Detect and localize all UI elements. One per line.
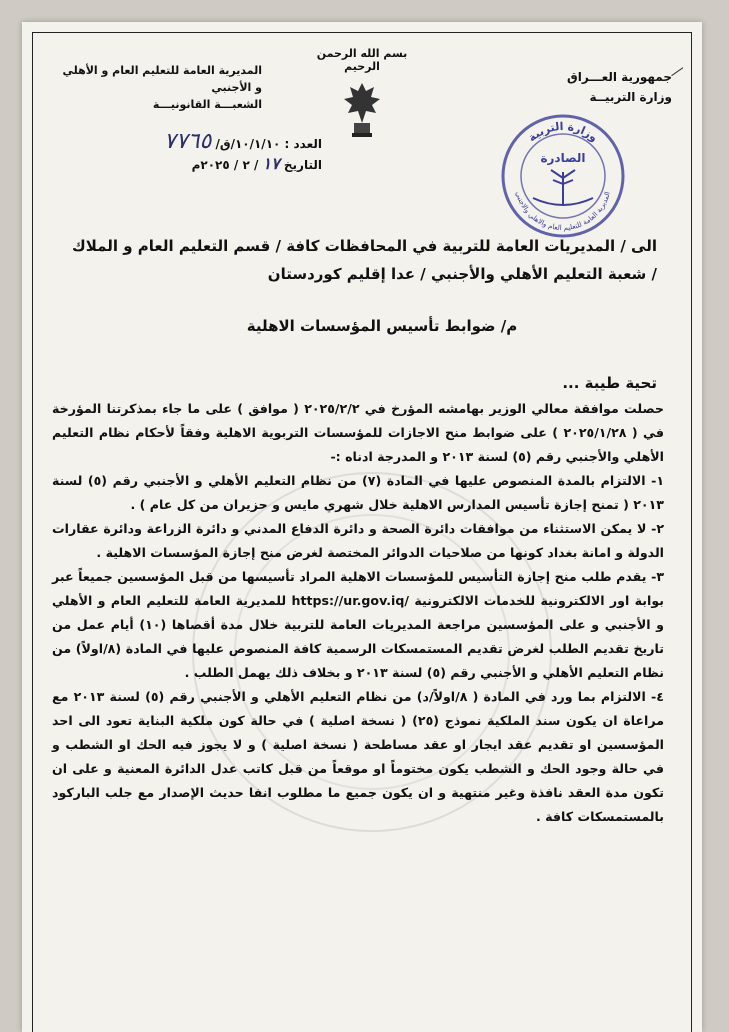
section-name: الشعبـــة القانونيـــة bbox=[152, 98, 262, 111]
directorate-header bbox=[62, 62, 262, 113]
country-name: جمهورية العـــراق bbox=[566, 70, 672, 84]
ministry-header bbox=[567, 67, 672, 107]
item-text: يقدم طلب منح إجازة التأسيس للمؤسسات الاهلية المراد تأسيسها من قبل المؤسسين جميعاً عبر بوابة اور الالكترونية للخدمات الالكترونية bbox=[52, 569, 664, 608]
date-line bbox=[102, 154, 322, 175]
addressee-line-2: / شعبة التعليم الأهلي والأجنبي / عدا إقليم كوردستان bbox=[267, 265, 657, 283]
letter-page bbox=[22, 22, 702, 1032]
number-value: ١٠/١/١٠/ق/ bbox=[215, 137, 281, 151]
item-number: ٣- bbox=[651, 569, 664, 584]
reference-block bbox=[102, 129, 322, 175]
item-number: ١- bbox=[651, 473, 664, 488]
list-item bbox=[52, 685, 664, 829]
greeting: تحية طيبة ... bbox=[562, 374, 657, 392]
handwritten-number: ٧٧٦٥ bbox=[164, 129, 212, 154]
portal-link[interactable]: https://ur.gov.iq/ bbox=[291, 593, 409, 608]
addressee-line-1: الى / المديريات العامة للتربية في المحافظات كافة / قسم التعليم العام و الملاك bbox=[72, 237, 657, 255]
palm-tree-icon bbox=[551, 170, 575, 204]
issued-stamp bbox=[499, 112, 627, 240]
date-label: التاريخ bbox=[283, 158, 322, 172]
item-text: الالتزام بما ورد في المادة ( ٨/اولاً/د) من نظام التعليم الأهلي و الأجنبي رقم (٥) لسنة ٢٠١٣ مع مراعاة ان يكون سند الملكية نموذج (٢٥) ( نسخة اصلية ) في حالة كون ملكية البناية تعود الى احد المؤسسين او تقديم عقد ايجار او عقد مساطحة ( نسخة اصلية ) و لا يجوز فيه الحك او الشطب و في حالة وجود الحك و الشطب يكون مختوماً او موقعاً من قبل كاتب عدل الدائرة المعنية و على ان تكون مدة العقد نافذة وغير منتهية و ان يكون جميع ما مطلوب انفا حديث الإصدار مع جلب الباركود بالمستمسكات كافة . bbox=[52, 689, 664, 824]
item-number: ٢- bbox=[651, 521, 664, 536]
date-value: / ٢ / ٢٠٢٥م bbox=[191, 158, 259, 172]
letter-body bbox=[52, 397, 664, 829]
handwritten-day: ١٧ bbox=[262, 154, 280, 173]
directorate-name: المديرية العامة للتعليم العام و الأهلي و الأجنبي bbox=[62, 64, 262, 94]
list-item bbox=[52, 517, 664, 565]
number-label: العدد : bbox=[284, 137, 322, 151]
item-text: لا يمكن الاستثناء من موافقات دائرة الصحة و دائرة الدفاع المدني و دائرة الزراعة ودائرة عقارات الدولة و امانة بغداد كونها من صلاحيات الدوائر المختصة لغرض منح إجازة المؤسسات الاهلية . bbox=[52, 521, 664, 560]
item-text: الالتزام بالمدة المنصوص عليها في المادة (٧) من نظام التعليم الأهلي و الأجنبي رقم (٥) لسنة ٢٠١٣ ( تمنح إجازة تأسيس المدارس الاهلية خلال شهري مايس و حزيران من كل عام ) . bbox=[52, 473, 664, 512]
stamp-bottom-text: المديرية العامة للتعليم العام والاهلي والاجنبي bbox=[514, 190, 612, 233]
subject-line: م/ ضوابط تأسيس المؤسسات الاهلية bbox=[246, 317, 518, 335]
reference-number-line bbox=[102, 129, 322, 154]
list-item bbox=[52, 469, 664, 517]
stamp-top-text: وزارة التربية bbox=[525, 119, 601, 145]
basmala: بسم الله الرحمن الرحيم bbox=[316, 47, 408, 73]
stamp-center-text: الصادرة bbox=[540, 151, 586, 165]
item-number: ٤- bbox=[651, 689, 664, 704]
list-item bbox=[52, 565, 664, 685]
emblem-block bbox=[302, 47, 422, 144]
intro-paragraph: حصلت موافقة معالي الوزير بهامشه المؤرخ في ٢٠٢٥/٢/٢ ( موافق ) على ما جاء بمذكرتنا المؤرخة في ( ٢٠٢٥/١/٢٨ ) على ضوابط منح الاجازات للمؤسسات التربوية الاهلية وفقاً لأحكام نظام التعليم الأهلي والأجنبي رقم (٥) لسنة ٢٠١٣ و المدرجة ادناه :- bbox=[52, 401, 664, 464]
ministry-name: وزارة التربيــة bbox=[589, 90, 672, 104]
item-text-continued: للمديرية العامة للتعليم العام و الأهلي و الأجنبي و على المؤسسين مراجعة المديريات العامة للتربية خلال مدة أقصاها (١٠) أيام عمل من تاريخ تقديم الطلب لغرض تقديم المستمسكات الرسمية كافة المنصوص عليها في المادة (٨/اولاً) من نظام التعليم الأهلي و الأجنبي رقم (٥) لسنة ٢٠١٣ و بخلاف ذلك يهمل الطلب . bbox=[52, 593, 664, 680]
eagle-emblem-icon bbox=[340, 79, 384, 141]
addressee bbox=[57, 232, 657, 288]
